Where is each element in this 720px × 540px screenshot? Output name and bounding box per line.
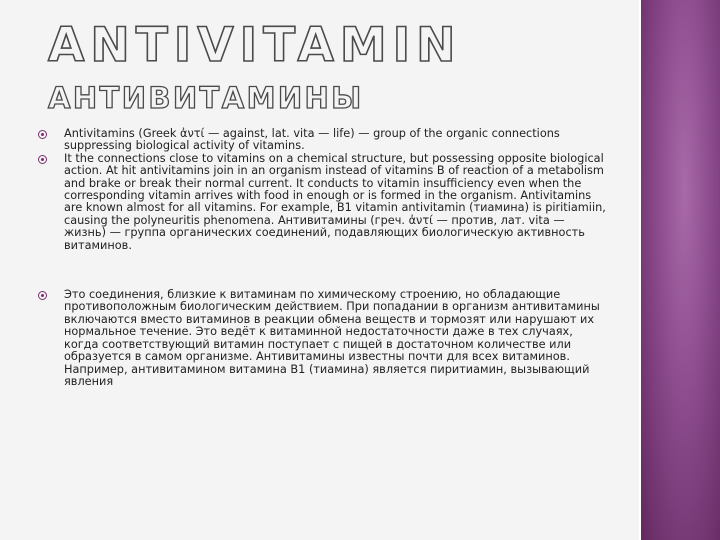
bullet-text: It the connections close to vitamins on a chemical structure, but possessing opposite biological action. At hit antivitamins join in an organism instead of vitamins B of reaction of a metabolism and brake or break their normal current. It conducts to vitamin insufficiency even when the corresponding vitamin arrives with food in enough or is formed in the organism. Antivitamins are known almost for all vitamins. For example, B1 vitamin antivitamin (тиамина) is piritiamiin, causing the polyneuritis phenomena. Антивитамины (греч. ἀντί — против, лат. vita — жизнь) — группа органических соединений, подавляющих биологическую активность витаминов. <box>64 151 606 252</box>
bullet-list <box>38 128 608 388</box>
circle-dot-bullet-icon <box>38 291 47 300</box>
bullet-text: Antivitamins (Greek ἀντί — against, lat. vita — life) — group of the organic connections suppressing biological activity of vitamins. <box>64 127 560 153</box>
circle-dot-bullet-icon <box>38 130 47 139</box>
bullet-item <box>38 153 608 252</box>
slide-subtitle: АНТИВИТАМИНЫ <box>48 81 364 115</box>
decorative-side-bar <box>641 0 720 540</box>
slide-title: ANTIVITAMIN <box>48 18 462 73</box>
bullet-text: Это соединения, близкие к витаминам по химическому строению, но обладающие противоположным биологическим действием. При попадании в организм антивитамины включаются вместо витаминов в реакции обмена веществ и тормозят или нарушают их нормальное течение. Это ведёт к витаминной недостаточности даже в тех случаях, когда соответствующий витамин поступает с пищей в достаточном количестве или образуется в самом организме. Антивитамины известны почти для всех витаминов. Например, антивитамином витамина B1 (тиамина) является пиритиамин, вызывающий явления <box>64 288 600 388</box>
circle-dot-bullet-icon <box>38 155 47 164</box>
bullet-item <box>38 128 608 153</box>
bullet-item <box>38 289 608 388</box>
